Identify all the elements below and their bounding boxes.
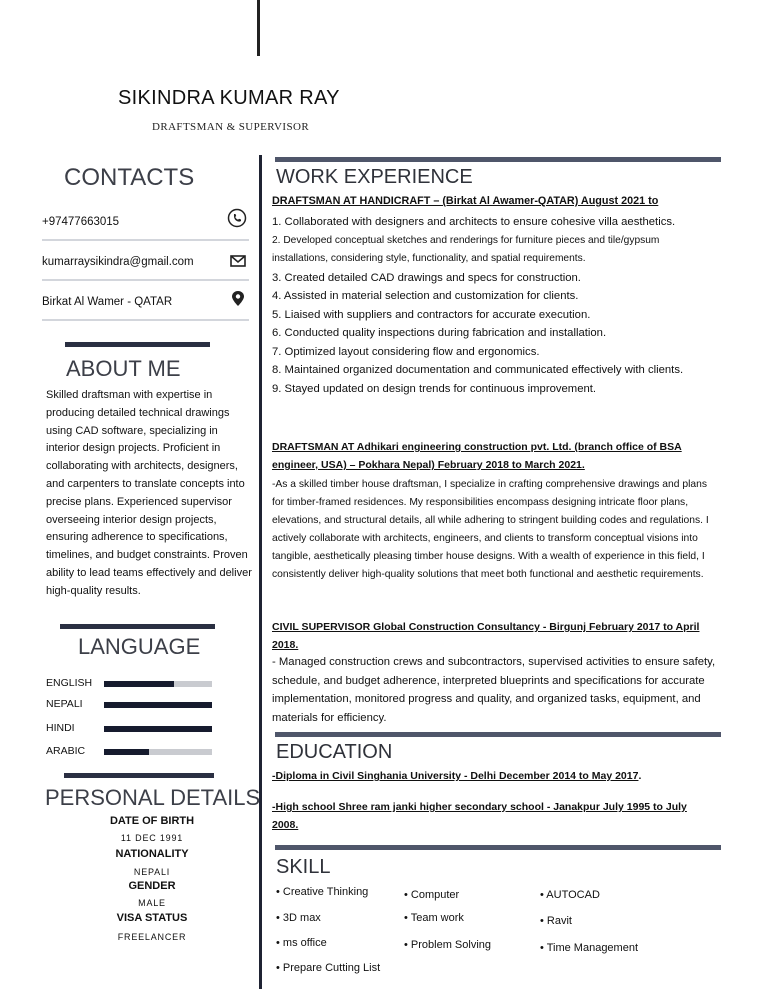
skill-item: • Time Management [540,942,639,954]
language-name: HINDI [46,722,75,734]
education-item [272,770,641,782]
job-description: - Managed construction crews and subcontractors, supervised activities to ensure safety, schedule, and budget adherence, interpreted blueprints and specifications for accurate implementation, monitored progress and quality, and organized tasks, equipment, and materials for efficiency. [272,656,716,724]
contact-location [42,292,249,321]
language-level-bar [104,749,212,755]
contact-phone [42,212,249,241]
job-description: -As a skilled timber house draftsman, I specialize in crafting comprehensive drawings and plans for timber-framed residences. My responsibilities encompass designing intricate floor plans, elevations, and structural details, all while adhering to stringent building codes and regulations. I actively collaborate with architects, engineers, and clients to transform conceptual visions into tangible, aesthetically pleasing timber house designs. With a wealth of experience in this field, I consistently deliver high-quality solutions that meet both functional and aesthetic requirements. [272,479,709,580]
skill-item: • Computer [404,889,460,901]
skill-item: • Creative Thinking [276,886,369,898]
contacts-title: CONTACTS [64,164,195,191]
skill-item: • ms office [276,937,327,949]
duty-item: 4. Assisted in material selection and customization for clients. [272,290,579,302]
education-item-text: -Diploma in Civil Singhania University - Delhi December 2014 to May 2017 [272,770,639,782]
duty-item: 3. Created detailed CAD drawings and specs for construction. [272,271,581,284]
skill-item: • 3D max [276,912,321,924]
duty-item: 8. Maintained organized documentation and communicated effectively with clients. [272,364,684,376]
mail-icon [229,252,247,270]
visa-label: VISA STATUS [116,912,188,924]
language-level-bar [104,726,212,732]
skill-item: • Problem Solving [404,939,492,951]
duty-item: 1. Collaborated with designers and architects to ensure cohesive villa aesthetics. [272,216,676,228]
work-divider [275,157,721,162]
column-divider [259,155,262,989]
candidate-role: DRAFTSMAN & SUPERVISOR [152,121,310,133]
skill-item: • Team work [404,912,464,924]
language-level-fill [104,681,174,687]
education-item: -High school Shree ram janki higher secondary school - Janakpur July 1995 to July 2008. [272,801,687,831]
duty-item: 2. Developed conceptual sketches and renderings for furniture pieces and tile/gypsum installations, considering style, functionality, and spatial requirements. [272,234,660,264]
nationality-label: NATIONALITY [115,848,189,860]
top-divider [257,0,260,56]
language-name: NEPALI [46,698,83,710]
gender-value: MALE [138,898,166,908]
language-level-fill [104,702,212,708]
skill-title: SKILL [276,856,331,878]
education-title: EDUCATION [276,741,393,763]
dob-label: DATE OF BIRTH [109,815,195,827]
job-duties [272,213,717,398]
personal-divider [64,773,214,778]
location-text: Birkat Al Wamer - QATAR [42,296,173,308]
skill-item: • Prepare Cutting List [276,962,381,974]
duty-item: 5. Liaised with suppliers and contractors for accurate execution. [272,308,591,321]
education-item-end: . [638,770,642,782]
duty-item: 6. Conducted quality inspections during fabrication and installation. [272,327,607,339]
job-title: DRAFTSMAN AT HANDICRAFT – (Birkat Al Awamer-QATAR) August 2021 to [272,195,659,207]
language-level-fill [104,749,149,755]
language-name: ENGLISH [46,677,93,689]
nationality-value: NEPALI [133,867,171,877]
language-name: ARABIC [46,745,86,757]
candidate-name: SIKINDRA KUMAR RAY [118,87,340,109]
duty-item: 7. Optimized layout considering flow and ergonomics. [272,345,540,358]
personal-title: PERSONAL DETAILS [45,785,261,810]
location-pin-icon [229,290,247,308]
gender-label: GENDER [128,880,176,892]
language-level-fill [104,726,212,732]
email-text: kumarraysikindra@gmail.com [42,256,194,268]
phone-text: +97477663015 [42,216,120,228]
duty-item: 9. Stayed updated on design trends for continuous improvement. [272,382,597,395]
job-title: DRAFTSMAN AT Adhikari engineering construction pvt. Ltd. (branch office of BSA engineer, USA) – Pokhara Nepal) February 2018 to March 2021. [272,441,682,471]
about-title: ABOUT ME [66,356,181,381]
about-text: Skilled draftsman with expertise in producing detailed technical drawings using CAD software, specializing in interior design projects. Proficient in collaborating with architects, designers, and carpenters to translate concepts into precise plans. Experienced supervisor overseeing interior design projects, ensuring adherence to specifications, timelines, and budget constraints. Proven ability to lead teams effectively and deliver high-quality results. [46,389,252,597]
skill-item: • AUTOCAD [540,889,600,901]
dob-value: 11 DEC 1991 [120,833,184,843]
contact-email [42,252,249,281]
skill-divider [275,845,721,850]
visa-value: FREELANCER [117,932,187,942]
job-title: CIVIL SUPERVISOR Global Construction Consultancy - Birgunj February 2017 to April 2018. [272,621,700,651]
work-title: WORK EXPERIENCE [276,166,473,188]
phone-icon [227,208,247,228]
education-divider [275,732,721,737]
language-title: LANGUAGE [78,634,201,659]
language-level-bar [104,681,212,687]
skill-item: • Ravit [540,915,572,927]
about-divider [65,342,210,347]
language-level-bar [104,702,212,708]
language-divider [60,624,215,629]
